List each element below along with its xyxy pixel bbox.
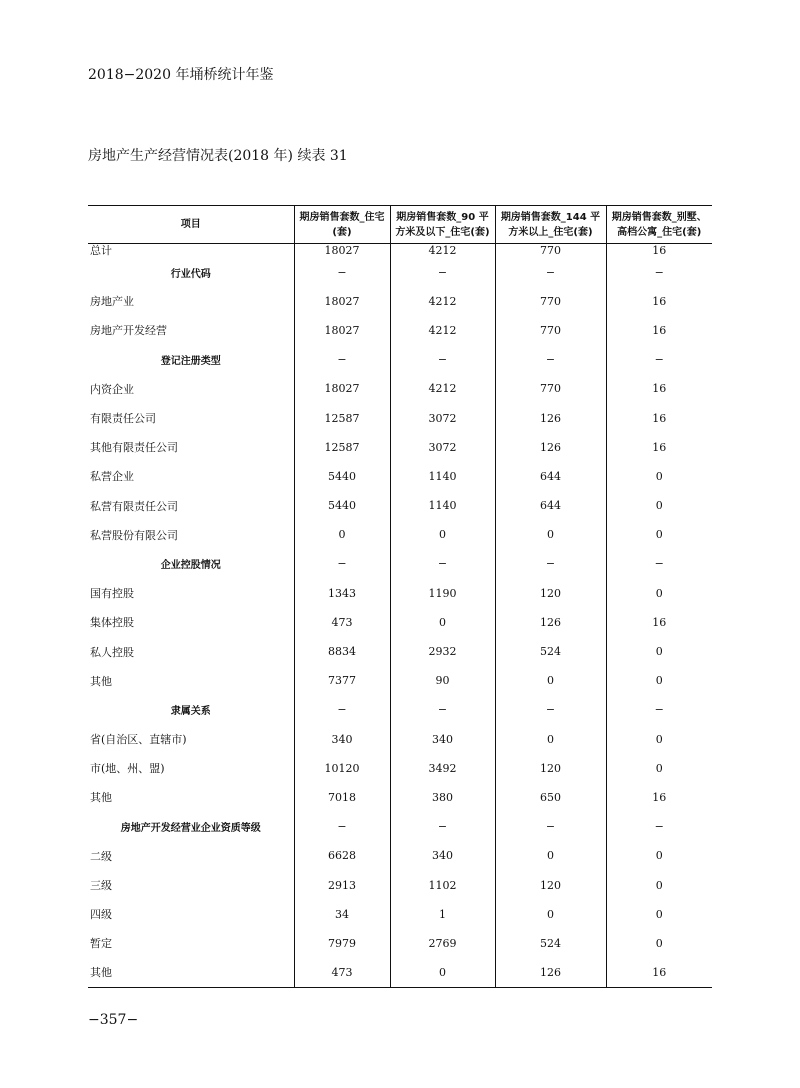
page-number: −357−: [88, 1012, 139, 1028]
row-label: 私营股份有限公司: [90, 528, 178, 542]
row-label: 内资企业: [90, 382, 134, 396]
row-value: 0: [606, 725, 712, 754]
row-label: 四级: [90, 908, 112, 922]
row-value: −: [390, 549, 495, 578]
row-label: 私营企业: [90, 470, 134, 484]
row-value: 770: [495, 374, 606, 403]
row-value: 340: [390, 841, 495, 870]
row-label: 行业代码: [170, 268, 211, 280]
row-value: 16: [606, 608, 712, 637]
row-label: 其他: [90, 791, 112, 805]
table-row: [88, 244, 712, 258]
table-row: [88, 725, 712, 754]
table-section-heading-row: [88, 549, 712, 578]
row-value: 120: [495, 870, 606, 899]
header-presale-villa: 期房销售套数_别墅、高档公寓_住宅(套): [606, 206, 712, 244]
header-presale-over-144: 期房销售套数_144 平方米以上_住宅(套): [495, 206, 606, 244]
row-value: 770: [495, 316, 606, 345]
row-value: 16: [606, 374, 712, 403]
row-value: 1140: [390, 462, 495, 491]
table-row: [88, 374, 712, 403]
row-value: −: [495, 695, 606, 724]
row-value: 126: [495, 403, 606, 432]
row-value: −: [606, 345, 712, 374]
row-value: 6628: [294, 841, 390, 870]
row-value: 770: [495, 287, 606, 316]
row-value: 0: [495, 520, 606, 549]
row-value: 1343: [294, 579, 390, 608]
row-label: 企业控股情况: [160, 560, 221, 572]
row-value: −: [390, 345, 495, 374]
row-value: 340: [390, 725, 495, 754]
row-value: −: [294, 695, 390, 724]
row-value: 0: [606, 491, 712, 520]
header-row: [88, 206, 712, 244]
table-row: [88, 666, 712, 695]
row-value: 16: [606, 403, 712, 432]
row-label: 暂定: [90, 937, 112, 951]
row-value: 650: [495, 783, 606, 812]
row-value: 126: [495, 958, 606, 987]
row-value: 0: [606, 520, 712, 549]
row-value: −: [390, 258, 495, 287]
table-row: [88, 433, 712, 462]
row-value: 34: [294, 900, 390, 929]
row-value: 12587: [294, 403, 390, 432]
table-row: [88, 403, 712, 432]
table-header: [88, 206, 712, 244]
table-row: [88, 929, 712, 958]
row-label: 房地产开发经营业企业资质等级: [120, 823, 261, 835]
table-row: [88, 287, 712, 316]
table-row: [88, 637, 712, 666]
row-label: 国有控股: [90, 587, 134, 601]
statistics-table-container: [88, 205, 712, 988]
row-value: −: [294, 345, 390, 374]
table-row: [88, 754, 712, 783]
row-value: 0: [495, 725, 606, 754]
row-value: 18027: [294, 374, 390, 403]
row-label: 集体控股: [90, 616, 134, 630]
statistics-table: [88, 205, 712, 988]
row-label: 私营有限责任公司: [90, 499, 178, 513]
row-value: 7377: [294, 666, 390, 695]
row-value: −: [495, 812, 606, 841]
row-value: 0: [606, 900, 712, 929]
table-row: [88, 900, 712, 929]
row-value: 0: [390, 608, 495, 637]
row-value: 0: [606, 841, 712, 870]
table-row: [88, 608, 712, 637]
row-label: 其他有限责任公司: [90, 441, 178, 455]
row-value: 340: [294, 725, 390, 754]
table-row: [88, 579, 712, 608]
row-value: 120: [495, 754, 606, 783]
row-value: 0: [390, 520, 495, 549]
running-head: 2018−2020 年埇桥统计年鉴: [88, 67, 274, 83]
table-row: [88, 783, 712, 812]
header-presale-units: 期房销售套数_住宅(套): [294, 206, 390, 244]
row-value: 10120: [294, 754, 390, 783]
row-label: 有限责任公司: [90, 412, 156, 426]
row-value: 0: [495, 900, 606, 929]
row-value: −: [294, 812, 390, 841]
row-value: 0: [606, 666, 712, 695]
row-value: 16: [606, 244, 712, 258]
row-value: 1190: [390, 579, 495, 608]
row-label: 其他: [90, 966, 112, 980]
row-label: 私人控股: [90, 645, 134, 659]
row-value: 644: [495, 491, 606, 520]
row-value: −: [495, 258, 606, 287]
row-label: 总计: [90, 244, 112, 257]
row-value: −: [606, 695, 712, 724]
row-value: 8834: [294, 637, 390, 666]
row-value: 473: [294, 608, 390, 637]
row-value: 473: [294, 958, 390, 987]
row-value: 524: [495, 637, 606, 666]
row-value: 0: [606, 929, 712, 958]
row-value: −: [495, 345, 606, 374]
row-value: 524: [495, 929, 606, 958]
row-label: 房地产开发经营: [90, 324, 167, 338]
row-value: 18027: [294, 316, 390, 345]
row-value: 90: [390, 666, 495, 695]
row-value: 2932: [390, 637, 495, 666]
header-item: 项目: [88, 206, 294, 244]
table-section-heading-row: [88, 258, 712, 287]
row-value: 16: [606, 958, 712, 987]
row-value: 0: [606, 579, 712, 608]
table-row: [88, 462, 712, 491]
table-body: [88, 244, 712, 988]
row-value: 16: [606, 433, 712, 462]
row-value: 3492: [390, 754, 495, 783]
row-value: 126: [495, 433, 606, 462]
row-value: 0: [390, 958, 495, 987]
row-value: 2913: [294, 870, 390, 899]
table-row: [88, 520, 712, 549]
row-value: −: [390, 812, 495, 841]
row-value: 7018: [294, 783, 390, 812]
table-section-heading-row: [88, 812, 712, 841]
table-section-heading-row: [88, 345, 712, 374]
table-row: [88, 491, 712, 520]
row-value: 5440: [294, 491, 390, 520]
row-value: 0: [606, 637, 712, 666]
row-value: 126: [495, 608, 606, 637]
row-value: 18027: [294, 244, 390, 258]
row-value: 4212: [390, 316, 495, 345]
row-label: 登记注册类型: [160, 356, 221, 368]
row-value: 0: [606, 462, 712, 491]
row-value: −: [390, 695, 495, 724]
row-value: 1140: [390, 491, 495, 520]
row-value: 7979: [294, 929, 390, 958]
table-title: 房地产生产经营情况表(2018 年) 续表 31: [88, 148, 348, 164]
row-label: 隶属关系: [170, 706, 211, 718]
row-value: 1102: [390, 870, 495, 899]
row-value: −: [606, 812, 712, 841]
row-value: 4212: [390, 287, 495, 316]
row-value: 0: [495, 841, 606, 870]
table-row: [88, 958, 712, 987]
row-label: 省(自治区、直辖市): [90, 733, 187, 747]
row-label: 三级: [90, 879, 112, 893]
row-label: 二级: [90, 849, 112, 863]
table-row: [88, 841, 712, 870]
row-value: 0: [606, 754, 712, 783]
row-value: −: [606, 258, 712, 287]
row-value: 12587: [294, 433, 390, 462]
table-row: [88, 316, 712, 345]
row-value: 644: [495, 462, 606, 491]
row-value: 4212: [390, 244, 495, 258]
row-value: 16: [606, 783, 712, 812]
row-label: 其他: [90, 674, 112, 688]
table-section-heading-row: [88, 695, 712, 724]
row-value: 770: [495, 244, 606, 258]
row-value: −: [294, 258, 390, 287]
row-value: 3072: [390, 403, 495, 432]
row-value: 0: [294, 520, 390, 549]
row-label: 房地产业: [90, 295, 134, 309]
row-value: 18027: [294, 287, 390, 316]
row-value: 120: [495, 579, 606, 608]
row-value: 0: [495, 666, 606, 695]
row-value: 3072: [390, 433, 495, 462]
row-value: −: [606, 549, 712, 578]
row-value: 16: [606, 287, 712, 316]
row-value: 4212: [390, 374, 495, 403]
row-value: 380: [390, 783, 495, 812]
row-value: 2769: [390, 929, 495, 958]
header-presale-under-90: 期房销售套数_90 平方米及以下_住宅(套): [390, 206, 495, 244]
table-row: [88, 870, 712, 899]
row-value: 16: [606, 316, 712, 345]
row-value: −: [495, 549, 606, 578]
row-label: 市(地、州、盟): [90, 762, 165, 776]
row-value: 5440: [294, 462, 390, 491]
row-value: 0: [606, 870, 712, 899]
row-value: 1: [390, 900, 495, 929]
row-value: −: [294, 549, 390, 578]
